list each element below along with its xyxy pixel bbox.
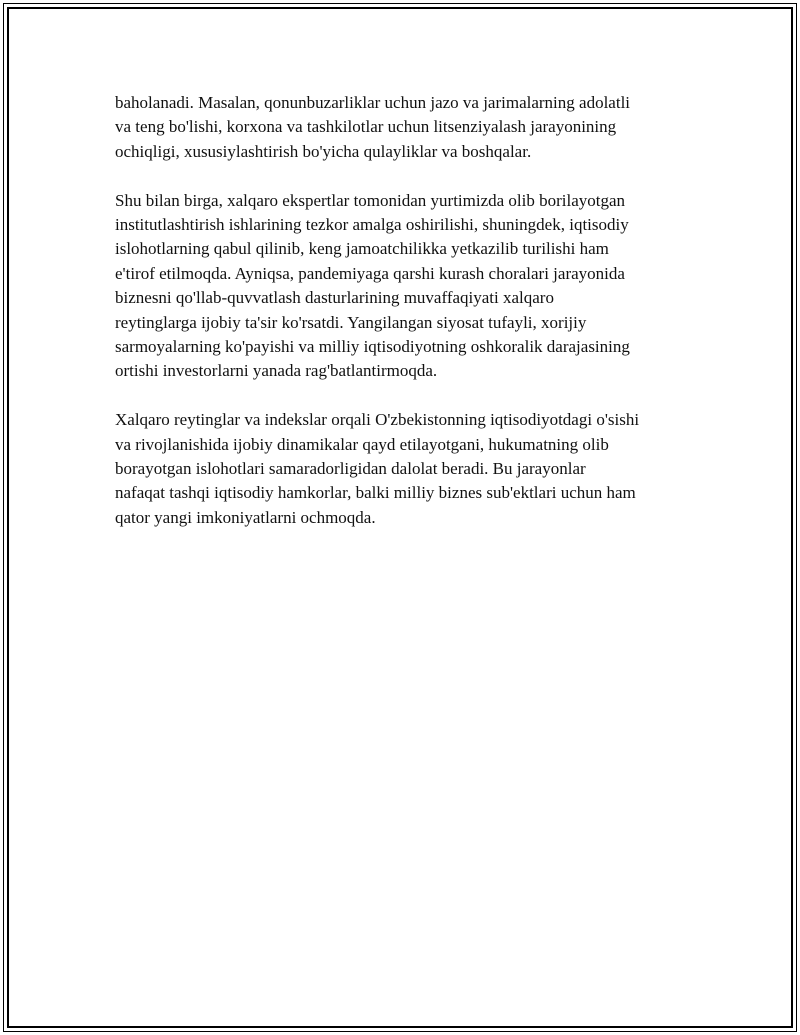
- paragraph-1: [115, 91, 695, 164]
- document-page: [3, 3, 797, 1032]
- text-line: baholanadi. Masalan, qonunbuzarliklar uchun jazo va jarimalarning adolatli: [115, 93, 631, 112]
- text-line: e'tirof etilmoqda. Ayniqsa, pandemiyaga qarshi kurash choralari jarayonida: [115, 263, 625, 283]
- text-line: biznesni qo'llab-quvvatlash dasturlarining muvaffaqiyati xalqaro: [115, 288, 554, 308]
- text-line: Xalqaro reytinglar va indekslar orqali O'zbekistonning iqtisodiyotdagi o'sishi: [115, 410, 640, 430]
- document-body: [115, 91, 695, 555]
- text-line: nafaqat tashqi iqtisodiy hamkorlar, balki milliy biznes sub'ektlari uchun ham: [115, 483, 636, 503]
- text-line: va rivojlanishida ijobiy dinamikalar qayd etilayotgani, hukumatning olib: [115, 434, 609, 454]
- paragraph-3: [115, 408, 695, 530]
- text-line: qator yangi imkoniyatlarni ochmoqda.: [115, 507, 376, 527]
- text-line: va teng bo'lishi, korxona va tashkilotlar uchun litsenziyalash jarayonining: [115, 117, 617, 137]
- text-line: ochiqligi, xususiylashtirish bo'yicha qulayliklar va boshqalar.: [115, 141, 532, 161]
- paragraph-2: [115, 189, 695, 384]
- text-line: ortishi investorlarni yanada rag'batlantirmoqda.: [115, 361, 438, 381]
- text-line: borayotgan islohotlari samaradorligidan dalolat beradi. Bu jarayonlar: [115, 459, 586, 479]
- text-line: islohotlarning qabul qilinib, keng jamoatchilikka yetkazilib turilishi ham: [115, 239, 609, 259]
- text-line: reytinglarga ijobiy ta'sir ko'rsatdi. Yangilangan siyosat tufayli, xorijiy: [115, 312, 587, 332]
- text-line: institutlashtirish ishlarining tezkor amalga oshirilishi, shuningdek, iqtisodiy: [115, 215, 629, 235]
- text-line: sarmoyalarning ko'payishi va milliy iqtisodiyotning oshkoralik darajasining: [115, 337, 630, 357]
- text-line: Shu bilan birga, xalqaro ekspertlar tomonidan yurtimizda olib borilayotgan: [115, 190, 626, 210]
